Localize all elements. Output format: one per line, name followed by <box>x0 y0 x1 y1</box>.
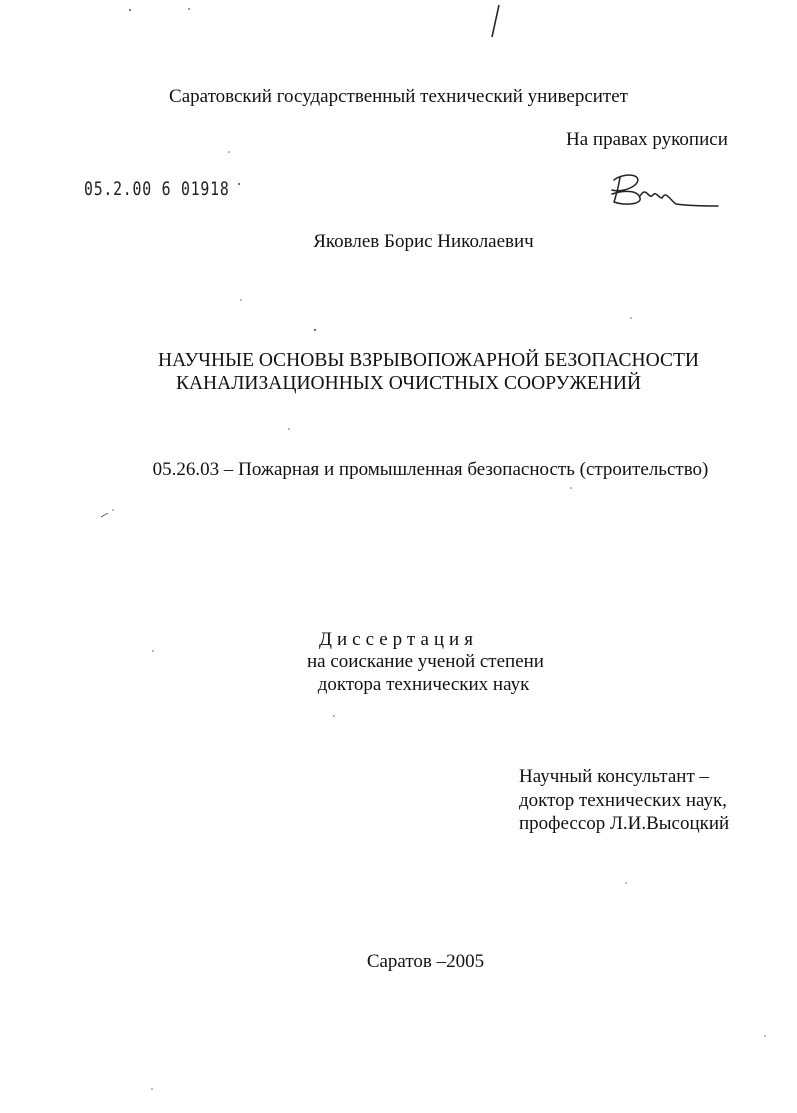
consultant-line-2: доктор технических наук, <box>519 789 727 811</box>
dissertation-label: Диссертация <box>319 629 478 650</box>
author-name: Яковлев Борис Николаевич <box>313 231 534 252</box>
university-name: Саратовский государственный технический университет <box>169 86 628 107</box>
stamp-number: 05.2.00 6 01918 <box>84 178 230 200</box>
title-line-1: НАУЧНЫЕ ОСНОВЫ ВЗРЫВОПОЖАРНОЙ БЕЗОПАСНОСТИ <box>158 350 699 371</box>
city-year: Саратов –2005 <box>366 951 485 972</box>
specialty-code: 05.26.03 – Пожарная и промышленная безопасность (строительство) <box>152 459 709 480</box>
degree-line-2: доктора технических наук <box>317 674 530 695</box>
consultant-line-3: профессор Л.И.Высоцкий <box>519 813 730 834</box>
consultant-block <box>519 765 729 836</box>
pen-mark-icon <box>488 4 502 38</box>
title-line-2: КАНАЛИЗАЦИОННЫХ ОЧИСТНЫХ СООРУЖЕНИЙ <box>175 373 642 394</box>
consultant-line-1: Научный консультант – <box>519 766 709 787</box>
degree-line-1: на соискание ученой степени <box>307 651 544 672</box>
rights-note: На правах рукописи <box>566 129 728 150</box>
signature-icon <box>600 168 720 216</box>
